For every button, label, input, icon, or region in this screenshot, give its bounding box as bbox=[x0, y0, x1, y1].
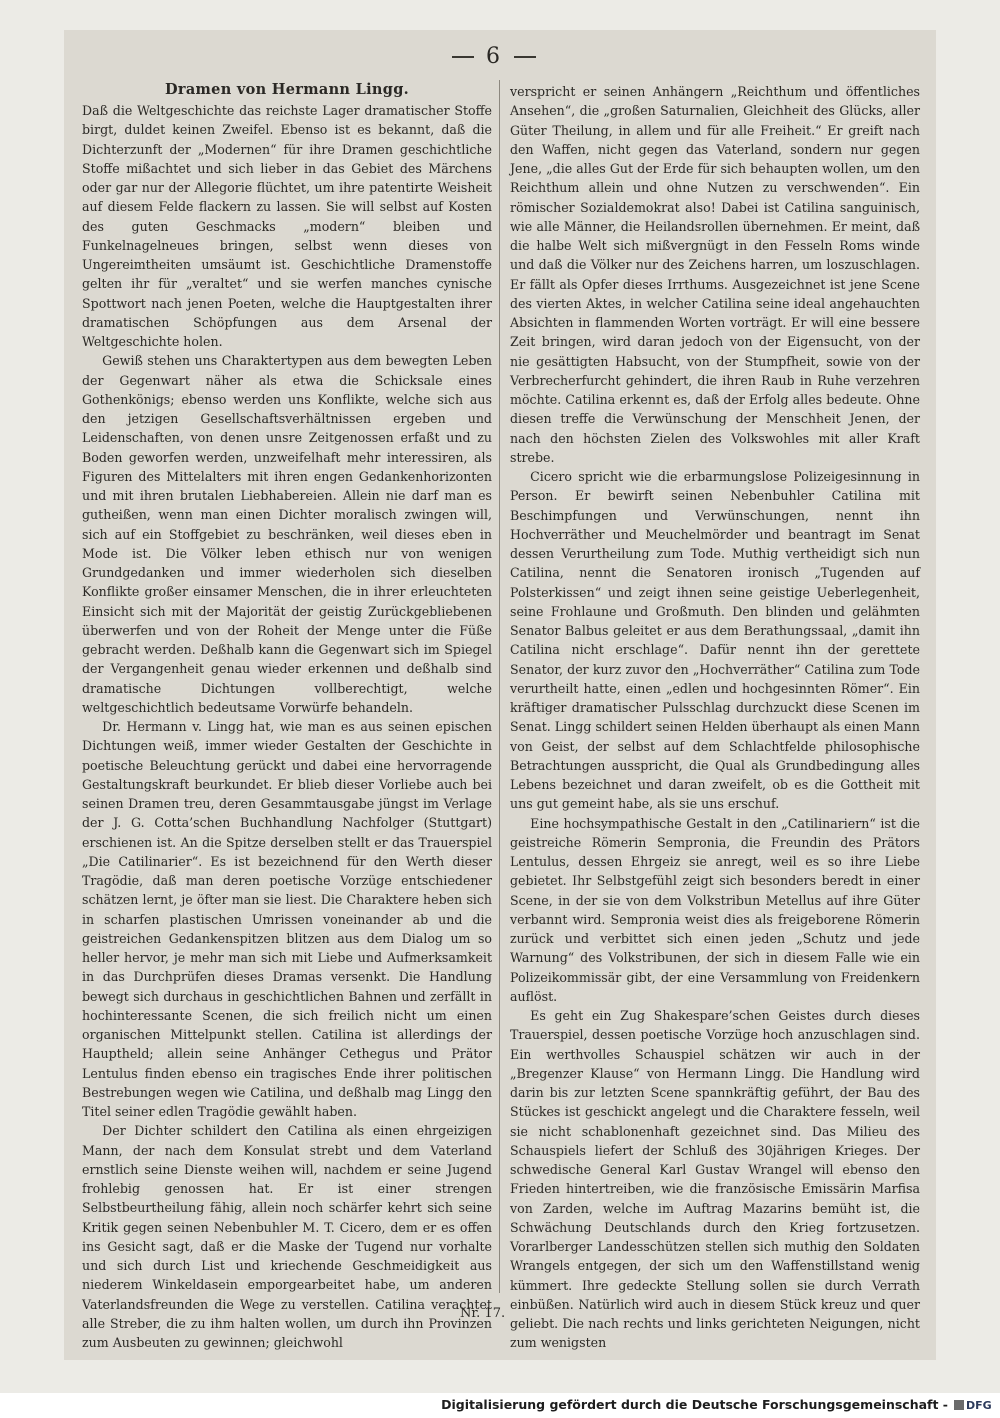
paragraph: Daß die Weltgeschichte das reichste Lager dramatischer Stoffe birgt, duldet keinen Zweifel. Ebenso ist es bekannt, daß die Dichterzunft der „Modernen“ für ihre Dramen geschichtliche Stoffe mißachtet und sich lieber in das Gebiet des Märchens oder gar nur der Allegorie flüchtet, um ihre patentirte Weisheit auf diesem Felde flackern zu lassen. Sie will selbst auf Kosten des guten Geschmacks „modern“ bleiben und Funkelnagelneues bringen, selbst wenn dieses von Ungereimtheiten umsäumt ist. Geschichtliche Dramenstoffe gelten ihr für „veraltet“ und sie werfen manches cynische Spottwort nach jenen Poeten, welche die Hauptgestalten ihrer dramatischen Schöpfungen aus dem Arsenal der Weltgeschichte holen. bbox=[82, 103, 492, 349]
paragraph: Eine hochsympathische Gestalt in den „Catilinariern“ ist die geistreiche Römerin Sempronia, die Freundin des Prätors Lentulus, dessen Ehrgeiz sie anregt, weil es so ihre Liebe gebietet. Ihr Selbstgefühl zeigt sich besonders beredt in einer Scene, in der sie von dem Volkstribun Metellus auf ihre Güter verbannt wird. Sempronia weist dies als freigeborene Römerin zurück und verbittet sich einen jeden „Schutz und jede Warnung“ des Volkstribunen, der sich in diesem Falle wie ein Polizeikommissär gibt, der eine Versammlung von Freidenkern auflöst. bbox=[510, 815, 920, 1004]
dash-left bbox=[452, 56, 474, 58]
paragraph: Dr. Hermann v. Lingg hat, wie man es aus seinen epischen Dichtungen weiß, immer wieder Gestalten der Geschichte in poetische Beleuchtung gerückt und dabei eine hervorragende Gestaltungskraft beurkundet. Er blieb dieser Vorliebe auch bei seinen Dramen treu, deren Gesammtausgabe jüngst im Verlage der J. G. Cotta’schen Buchhandlung Nachfolger (Stuttgart) erschienen ist. An die Spitze derselben stellt er das Trauerspiel „Die Catilinarier“. Es ist bezeichnend für den Werth dieser Tragödie, daß man deren poetische Vorzüge entschiedener schätzen lernt, je öfter man sie liest. Die Charaktere heben sich in scharfen plastischen Umrissen voneinander ab und die geistreichen Gedankenspitzen blitzen aus dem Dialog um so heller hervor, je mehr man sich mit Liebe und Aufmerksamkeit in das Durchprüfen dieses Dramas versenkt. Die Handlung bewegt sich durchaus in geschichtlichen Bahnen und zerfällt in hochinteressante Scenen, die sich freilich nicht um einen organischen Mittelpunkt stellen. Catilina ist allerdings der Hauptheld; allein seine Anhänger Cethegus und Prätor Lentulus finden ebenso ein tragisches Ende ihrer politischen Bestrebungen wegen wie Catilina, und deßhalb mag Lingg den Titel seiner edlen Tragödie gewählt haben. bbox=[82, 719, 492, 1119]
page-number bbox=[440, 44, 548, 69]
dfg-logo bbox=[954, 1396, 994, 1414]
funding-banner bbox=[0, 1393, 1000, 1418]
paragraph: Es geht ein Zug Shakespare’schen Geistes durch dieses Trauerspiel, dessen poetische Vorzüge hoch anzuschlagen sind. Ein werthvolles Schauspiel schätzen wir auch in der „Bregenzer Klause“ von Hermann Lingg. Die Handlung wird darin bis zur letzten Scene spannkräftig geführt, der Bau des Stückes ist geschickt angelegt und die Charaktere fesseln, weil sie nicht schablonenhaft gezeichnet sind. Das Milieu des Schauspiels liefert der Schluß des 30jährigen Krieges. Der schwedische General Karl Gustav Wrangel will ebenso den Frieden hintertreiben, wie die französische Emissärin Marfisa von Zarden, welche im Auftrag Mazarins bemüht ist, die Schwächung Deutschlands durch den Krieg fortzusetzen. Vorarlberger Landesschützen stellen sich muthig den Soldaten Wrangels entgegen, der sich um den Waffenstillstand wenig kümmert. Ihre gedeckte Stellung sollen sie durch Verrath einbüßen. Natürlich wird auch in diesem Stück kreuz und quer geliebt. Die nach rechts und links gerichteten Neigungen, nicht zum wenigsten bbox=[510, 1008, 920, 1351]
left-column bbox=[82, 80, 492, 1352]
paragraph: Gewiß stehen uns Charaktertypen aus dem bewegten Leben der Gegenwart näher als etwa die Schicksale eines Gothenkönigs; ebenso werden uns Konflikte, welche sich aus den jetzigen Gesellschaftsverhältnissen ergeben und Leidenschaften, von denen unsre Zeitgenossen erfaßt und zu Boden geworfen werden, unzweifelhaft mehr interessiren, als Figuren des Mittelalters mit ihren engen Gedankenhorizonten und mit ihren brutalen Liebhabereien. Allein nie darf man es gutheißen, wenn man einen Dichter moralisch zwingen will, sich auf ein Stoffgebiet zu beschränken, weil dieses eben in Mode ist. Die Völker leben ethisch nur von wenigen Grundgedanken und immer wiederholen sich dieselben Konflikte großer einsamer Menschen, die in ihrer erleuchteten Einsicht sich mit der Majorität der geistig Zurückgebliebenen überwerfen und von der Roheit der Menge unter die Füße gebracht werden. Deßhalb kann die Gegenwart sich im Spiegel der Vergangenheit genau wieder erkennen und deßhalb sind dramatische Dichtungen vollberechtigt, welche weltgeschichtlich bedeutsame Vorwürfe behandeln. bbox=[82, 353, 492, 715]
banner-text: Digitalisierung gefördert durch die Deutsche Forschungsgemeinschaft - bbox=[441, 1397, 948, 1412]
dfg-logo-text: DFG bbox=[966, 1398, 992, 1412]
column-divider bbox=[499, 80, 500, 1293]
article-title: Dramen von Hermann Lingg. bbox=[165, 81, 409, 98]
page-number-text: 6 bbox=[486, 44, 502, 69]
right-column bbox=[510, 82, 920, 1353]
issue-number: Nr. 17. bbox=[460, 1306, 506, 1321]
paragraph: Cicero spricht wie die erbarmungslose Polizeigesinnung in Person. Er bewirft seinen Nebenbuhler Catilina mit Beschimpfungen und Verwünschungen, nennt ihn Hochverräther und Meuchelmörder und beantragt im Senat dessen Verurtheilung zum Tode. Muthig vertheidigt sich nun Catilina, nennt die Senatoren ironisch „Tugenden auf Polsterkissen“ und zeigt ihnen seine geistige Ueberlegenheit, seine Frohlaune und Großmuth. Den blinden und gelähmten Senator Balbus geleitet er aus dem Berathungssaal, „damit ihn Catilina nicht erschlage“. Dafür nennt ihn der gerettete Senator, der kurz zuvor den „Hochverräther“ Catilina zum Tode verurtheilt hatte, einen „edlen und hochgesinnten Römer“. Ein kräftiger dramatischer Pulsschlag durchzuckt diese Scenen im Senat. Lingg schildert seinen Helden überhaupt als einen Mann von Geist, der selbst auf dem Schlachtfelde philosophische Betrachtungen ausspricht, die Qual als Grundbedingung alles Lebens bezeichnet und daran zweifelt, ob es die Gottheit mit uns gut gemeint habe, als sie uns erschuf. bbox=[510, 469, 920, 812]
paragraph: verspricht er seinen Anhängern „Reichthum und öffentliches Ansehen“, die „großen Saturnalien, Gleichheit des Glücks, aller Güter Theilung, in allem und für alle Freiheit.“ Er greift nach den Waffen, nicht gegen das Vaterland, sondern nur gegen Jene, „die alles Gut der Erde für sich behaupten wollen, um den Reichthum allein und ohne Nutzen zu verschwenden“. Ein römischer Sozialdemokrat also! Dabei ist Catilina sanguinisch, wie alle Männer, die Heilandsrollen übernehmen. Er meint, daß die halbe Welt sich mißvergnügt in den Fesseln Roms winde und daß die Völker nur des Zeichens harren, um loszuschlagen. Er fällt als Opfer dieses Irrthums. Ausgezeichnet ist jene Scene des vierten Aktes, in welcher Catilina seine ideal angehauchten Absichten in flammenden Worten vorträgt. Er will eine bessere Zeit bringen, wird daran jedoch von der Eigensucht, von der nie gesättigten Habsucht, von der Stumpfheit, sowie von der Verbrecherfurcht gehindert, die ihren Raub in Ruhe verzehren möchte. Catilina erkennt es, daß der Erfolg alles bedeute. Ohne diesen treffe die Verwünschung der Menschheit Jenen, der nach den höchsten Zielen des Volkswohles mit aller Kraft strebe. bbox=[510, 84, 920, 465]
dfg-mark-icon bbox=[954, 1400, 964, 1410]
dash-right bbox=[514, 56, 536, 58]
paragraph: Der Dichter schildert den Catilina als einen ehrgeizigen Mann, der nach dem Konsulat strebt und dem Vaterland ernstlich seine Dienste weihen will, nachdem er seine Jugend frohlebig genossen hat. Er ist einer strengen Selbstbeurtheilung fähig, allein noch schärfer kehrt sich seine Kritik gegen seinen Nebenbuhler M. T. Cicero, dem er es offen ins Gesicht sagt, daß er die Maske der Tugend nur vorhalte und sich durch List und kriechende Geschmeidigkeit aus niederem Winkeldasein emporgearbeitet habe, um anderen Vaterlandsfreunden die Wege zu verstellen. Catilina verachtet alle Streber, die zu ihm halten wollen, um durch ihn Provinzen zum Ausbeuten zu gewinnen; gleichwohl bbox=[82, 1123, 492, 1350]
